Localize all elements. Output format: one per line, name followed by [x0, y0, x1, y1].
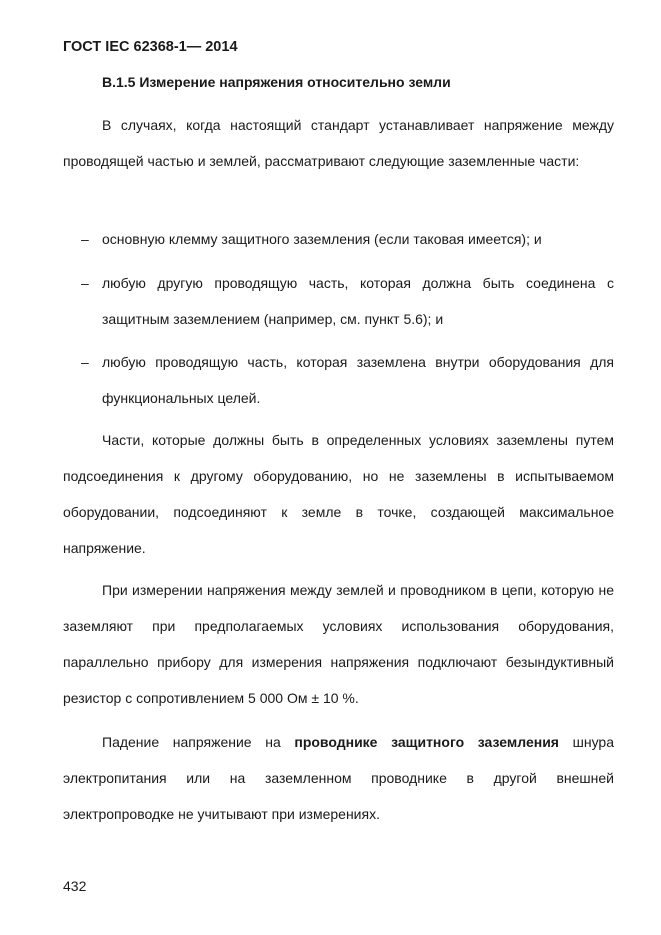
paragraph-grounding-parts: Части, которые должны быть в определенных условиях заземлены путем подсоединения к другому оборудованию, но не заземлены в испытываемом оборудовании, подсоединяют к земле в точке, создающей максимальное напряжение.	[63, 432, 614, 556]
paragraph-voltage-drop	[63, 724, 614, 832]
list-item	[63, 221, 614, 257]
paragraph-measurement: При измерении напряжения между землей и проводником в цепи, которую не заземляют при предполагаемых условиях использования оборудования, параллельно прибору для измерения напряжения подключают безындуктивный резистор с сопротивлением 5 000 Ом ± 10 %.	[63, 582, 614, 706]
page-number: 432	[63, 878, 87, 894]
list-item	[63, 265, 614, 337]
list-item-text: основную клемму защитного заземления (если таковая имеется); и	[102, 231, 542, 247]
dash-marker: –	[81, 354, 89, 370]
paragraph-intro: В случаях, когда настоящий стандарт устанавливает напряжение между проводящей частью и землей, рассматривают следующие заземленные части:	[63, 117, 614, 169]
voltage-drop-bold-term: проводнике защитного заземления	[294, 734, 559, 750]
dash-marker: –	[81, 275, 89, 291]
list-item-text: любую другую проводящую часть, которая должна быть соединена с защитным заземлением (например, см. пункт 5.6); и	[102, 275, 614, 327]
voltage-drop-text-start: Падение напряжение на	[102, 734, 295, 750]
list-item	[63, 344, 614, 416]
section-title: В.1.5 Измерение напряжения относительно земли	[102, 74, 451, 90]
document-header: ГОСТ IEC 62368-1— 2014	[63, 39, 238, 55]
dash-marker: –	[81, 231, 89, 247]
list-item-text: любую проводящую часть, которая заземлена внутри оборудования для функциональных целей.	[102, 354, 614, 406]
voltage-drop-text-end: шнура электропитания или на заземленном проводнике в другой внешней электропроводке не учитывают при измерениях.	[63, 734, 614, 822]
